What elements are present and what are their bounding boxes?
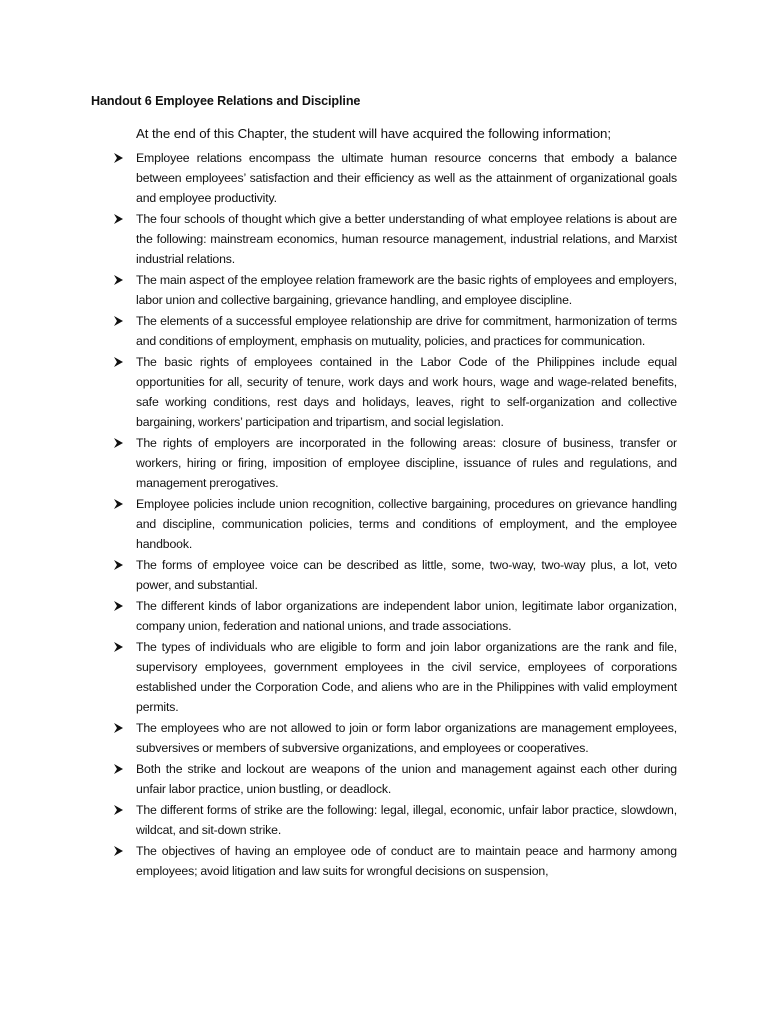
list-item: [0, 800, 768, 840]
bullet-text: The types of individuals who are eligible to form and join labor organizations are the rank and file, supervisory employees, government employees in the civil service, employees of corporations established under the Corporation Code, and aliens who are in the Philippines with valid employment permits.: [136, 640, 677, 714]
bullet-text: The four schools of thought which give a better understanding of what employee relations is about are the following: mainstream economics, human resource management, industrial relations, and Marxist industrial relations.: [136, 212, 677, 266]
arrow-bullet-icon: [112, 800, 128, 820]
bullet-text: The objectives of having an employee ode of conduct are to maintain peace and harmony among employees; avoid litigation and law suits for wrongful decisions on suspension,: [136, 844, 677, 878]
intro-sentence: At the end of this Chapter, the student will have acquired the following information;: [136, 126, 611, 141]
list-item: [0, 718, 768, 758]
list-item: [0, 841, 768, 881]
bullet-text: Both the strike and lockout are weapons of the union and management against each other during unfair labor practice, union bustling, or deadlock.: [136, 762, 677, 796]
bullet-text: The basic rights of employees contained in the Labor Code of the Philippines include equal opportunities for all, security of tenure, work days and work hours, wage and wage-related benefits, safe working conditions, rest days and holidays, leaves, right to self-organization and collective bargaining, workers’ participation and tripartism, and social legislation.: [136, 355, 677, 429]
arrow-bullet-icon: [112, 759, 128, 779]
bullet-text: The main aspect of the employee relation framework are the basic rights of employees and employers, labor union and collective bargaining, grievance handling, and employee discipline.: [136, 273, 677, 307]
arrow-bullet-icon: [112, 637, 128, 657]
arrow-bullet-icon: [112, 596, 128, 616]
list-item: [0, 596, 768, 636]
list-item: [0, 270, 768, 310]
bullet-text: The elements of a successful employee relationship are drive for commitment, harmonization of terms and conditions of employment, emphasis on mutuality, policies, and practices for communication.: [136, 314, 677, 348]
arrow-bullet-icon: [112, 494, 128, 514]
list-item: [0, 637, 768, 717]
arrow-bullet-icon: [112, 209, 128, 229]
list-item: [0, 311, 768, 351]
arrow-bullet-icon: [112, 148, 128, 168]
bullet-text: The rights of employers are incorporated in the following areas: closure of business, transfer or workers, hiring or firing, imposition of employee discipline, issuance of rules and regulations, and management prerogatives.: [136, 436, 677, 490]
bullet-text: Employee relations encompass the ultimate human resource concerns that embody a balance between employees’ satisfaction and their efficiency as well as the attainment of organizational goals and employee productivity.: [136, 151, 677, 205]
list-item: [0, 759, 768, 799]
bullet-text: Employee policies include union recognition, collective bargaining, procedures on grievance handling and discipline, communication policies, terms and conditions of employment, and the employee handbook.: [136, 497, 677, 551]
list-item: [0, 352, 768, 432]
list-item: [0, 209, 768, 269]
bullet-text: The forms of employee voice can be described as little, some, two-way, two-way plus, a lot, veto power, and substantial.: [136, 558, 677, 592]
document-heading: Handout 6 Employee Relations and Discipline: [91, 94, 361, 108]
bullet-text: The employees who are not allowed to join or form labor organizations are management employees, subversives or members of subversive organizations, and employees or cooperatives.: [136, 721, 677, 755]
arrow-bullet-icon: [112, 555, 128, 575]
arrow-bullet-icon: [112, 311, 128, 331]
list-item: [0, 433, 768, 493]
arrow-bullet-icon: [112, 841, 128, 861]
arrow-bullet-icon: [112, 718, 128, 738]
bullet-text: The different kinds of labor organizations are independent labor union, legitimate labor organization, company union, federation and national unions, and trade associations.: [136, 599, 677, 633]
arrow-bullet-icon: [112, 352, 128, 372]
bullet-text: The different forms of strike are the following: legal, illegal, economic, unfair labor practice, slowdown, wildcat, and sit-down strike.: [136, 803, 677, 837]
list-item: [0, 148, 768, 208]
list-item: [0, 494, 768, 554]
list-item: [0, 555, 768, 595]
bullet-list: [0, 148, 768, 882]
arrow-bullet-icon: [112, 433, 128, 453]
arrow-bullet-icon: [112, 270, 128, 290]
